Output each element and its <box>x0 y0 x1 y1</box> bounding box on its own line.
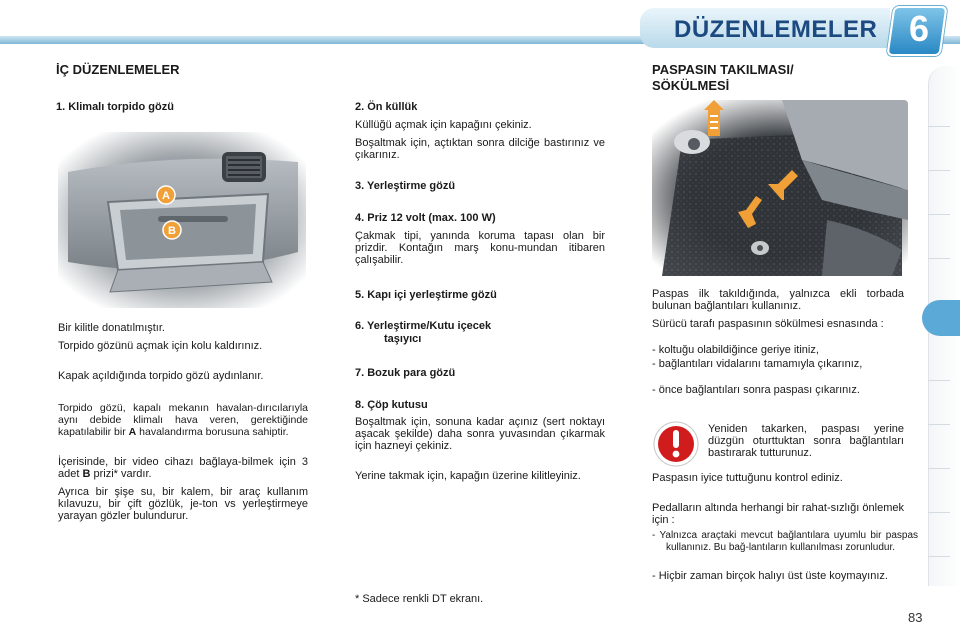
page-number: 83 <box>908 610 923 625</box>
page-header <box>0 0 960 58</box>
item-2-title: 2. Ön küllük <box>355 101 418 113</box>
pedal-tip-2: - Hiçbir zaman birçok halıyı üst üste koymayınız. <box>652 570 888 582</box>
side-tab-divider <box>928 126 950 127</box>
mat-removal-step-2: - bağlantıları vidalarını tamamıyla çıkarınız, <box>652 358 863 370</box>
item-2-text-1: Küllüğü açmak için kapağını çekiniz. <box>355 119 532 131</box>
side-tab-divider <box>928 258 950 259</box>
glovebox-photo <box>58 132 306 308</box>
item-6-title-line-1: 6. Yerleştirme/Kutu içecek <box>355 320 492 332</box>
floor-mat-illustration <box>652 100 908 276</box>
item-3-title: 3. Yerleştirme gözü <box>355 180 456 192</box>
item-6-title-line-2: taşıyıcı <box>384 333 422 345</box>
side-tab-divider <box>928 170 950 171</box>
warning-exclamation-icon <box>652 420 700 468</box>
glovebox-socket-callout: B <box>82 468 91 480</box>
glovebox-vent-callout: A <box>128 426 137 438</box>
chapter-title: DÜZENLEMELER <box>674 16 878 43</box>
side-tab-divider <box>928 512 950 513</box>
section-title-floor-mat-line-2: SÖKÜLMESİ <box>652 78 730 93</box>
glovebox-vent-text-start: Torpido gözü, kapalı mekanın havalan-dırıcılarıyla aynı debide klimalı hava veren, gerektiğinde kapatılabilir bir <box>58 402 308 438</box>
item-4-title: 4. Priz 12 volt (max. 100 W) <box>355 212 496 224</box>
glovebox-illustration <box>58 132 306 308</box>
glovebox-vent-text-end: havalandırma borusuna sahiptir. <box>139 426 289 438</box>
mat-check-text: Paspasın iyice tuttuğunu kontrol ediniz. <box>652 472 843 484</box>
item-1-title: 1. Klimalı torpido gözü <box>56 101 174 113</box>
side-tab-divider <box>928 380 950 381</box>
item-5-title: 5. Kapı içi yerleştirme gözü <box>355 289 497 301</box>
glovebox-socket-text-end: prizi* vardır. <box>93 468 152 480</box>
mat-removal-step-3: - önce bağlantıları sonra paspası çıkarınız. <box>652 384 860 396</box>
side-tab-active-chapter[interactable] <box>922 300 960 336</box>
side-tab-divider <box>928 424 950 425</box>
pedal-intro-text: Pedalların altında herhangi bir rahat-sızlığı önlemek için : <box>652 502 904 526</box>
warning-icon <box>652 420 700 468</box>
glovebox-socket-text <box>58 456 308 480</box>
mat-removal-intro: Sürücü tarafı paspasının sökülmesi esnasında : <box>652 318 884 330</box>
callout-a-label: A <box>162 190 170 202</box>
glovebox-socket-text-start: İçerisinde, bir video cihazı bağlaya-bilmek için 3 adet <box>58 456 308 480</box>
glovebox-open-text: Torpido gözünü açmak için kolu kaldırınız. <box>58 340 263 352</box>
callout-b-label: B <box>168 225 176 237</box>
item-8-text-2: Yerine takmak için, kapağın üzerine kilitleyiniz. <box>355 470 581 482</box>
item-2-text-2: Boşaltmak için, açtıktan sonra dilciğe bastırınız ve çıkarınız. <box>355 137 605 161</box>
glovebox-lock-text: Bir kilitle donatılmıştır. <box>58 322 165 334</box>
footnote: * Sadece renkli DT ekranı. <box>355 593 484 605</box>
chapter-number: 6 <box>908 8 930 49</box>
mat-removal-step-1: - koltuğu olabildiğince geriye itiniz, <box>652 344 819 356</box>
glovebox-light-text: Kapak açıldığında torpido gözü aydınlanır. <box>58 370 264 382</box>
glovebox-vent-text <box>58 402 308 438</box>
mat-first-install-text: Paspas ilk takıldığında, yalnızca ekli torbada bulunan bağlantıları kullanınız. <box>652 288 904 312</box>
glovebox-storage-text: Ayrıca bir şişe su, bir kalem, bir araç kullanım kılavuzu, bir çift gözlük, je-ton vs yerleştirmeye yarayan gözler bulundurur. <box>58 486 308 522</box>
side-tab-divider <box>928 556 950 557</box>
mat-reinstall-warning: Yeniden takarken, paspası yerine düzgün oturttuktan sonra bağlantıları bastırarak tutturunuz. <box>708 423 904 459</box>
floor-mat-photo <box>652 100 908 276</box>
section-title-floor-mat-line-1: PASPASIN TAKILMASI/ <box>652 62 794 77</box>
item-4-text: Çakmak tipi, yanında koruma tapası olan bir prizdir. Kontağın marş konu-mundan itibaren çalışabilir. <box>355 230 605 266</box>
pedal-tip-1: - Yalnızca araçtaki mevcut bağlantılara uyumlu bir paspas kullanınız. Bu bağ-lantıların kullanılması zorunludur. <box>652 530 918 553</box>
item-8-text-1: Boşaltmak için, sonuna kadar açınız (sert noktayı aşacak şekilde) daha sonra yuvasından çıkarmak için hazneyi çekiniz. <box>355 416 605 452</box>
side-tab-divider <box>928 214 950 215</box>
item-8-title: 8. Çöp kutusu <box>355 399 428 411</box>
item-7-title: 7. Bozuk para gözü <box>355 367 456 379</box>
section-title-interior: İÇ DÜZENLEMELER <box>56 62 180 77</box>
side-tab-divider <box>928 468 950 469</box>
